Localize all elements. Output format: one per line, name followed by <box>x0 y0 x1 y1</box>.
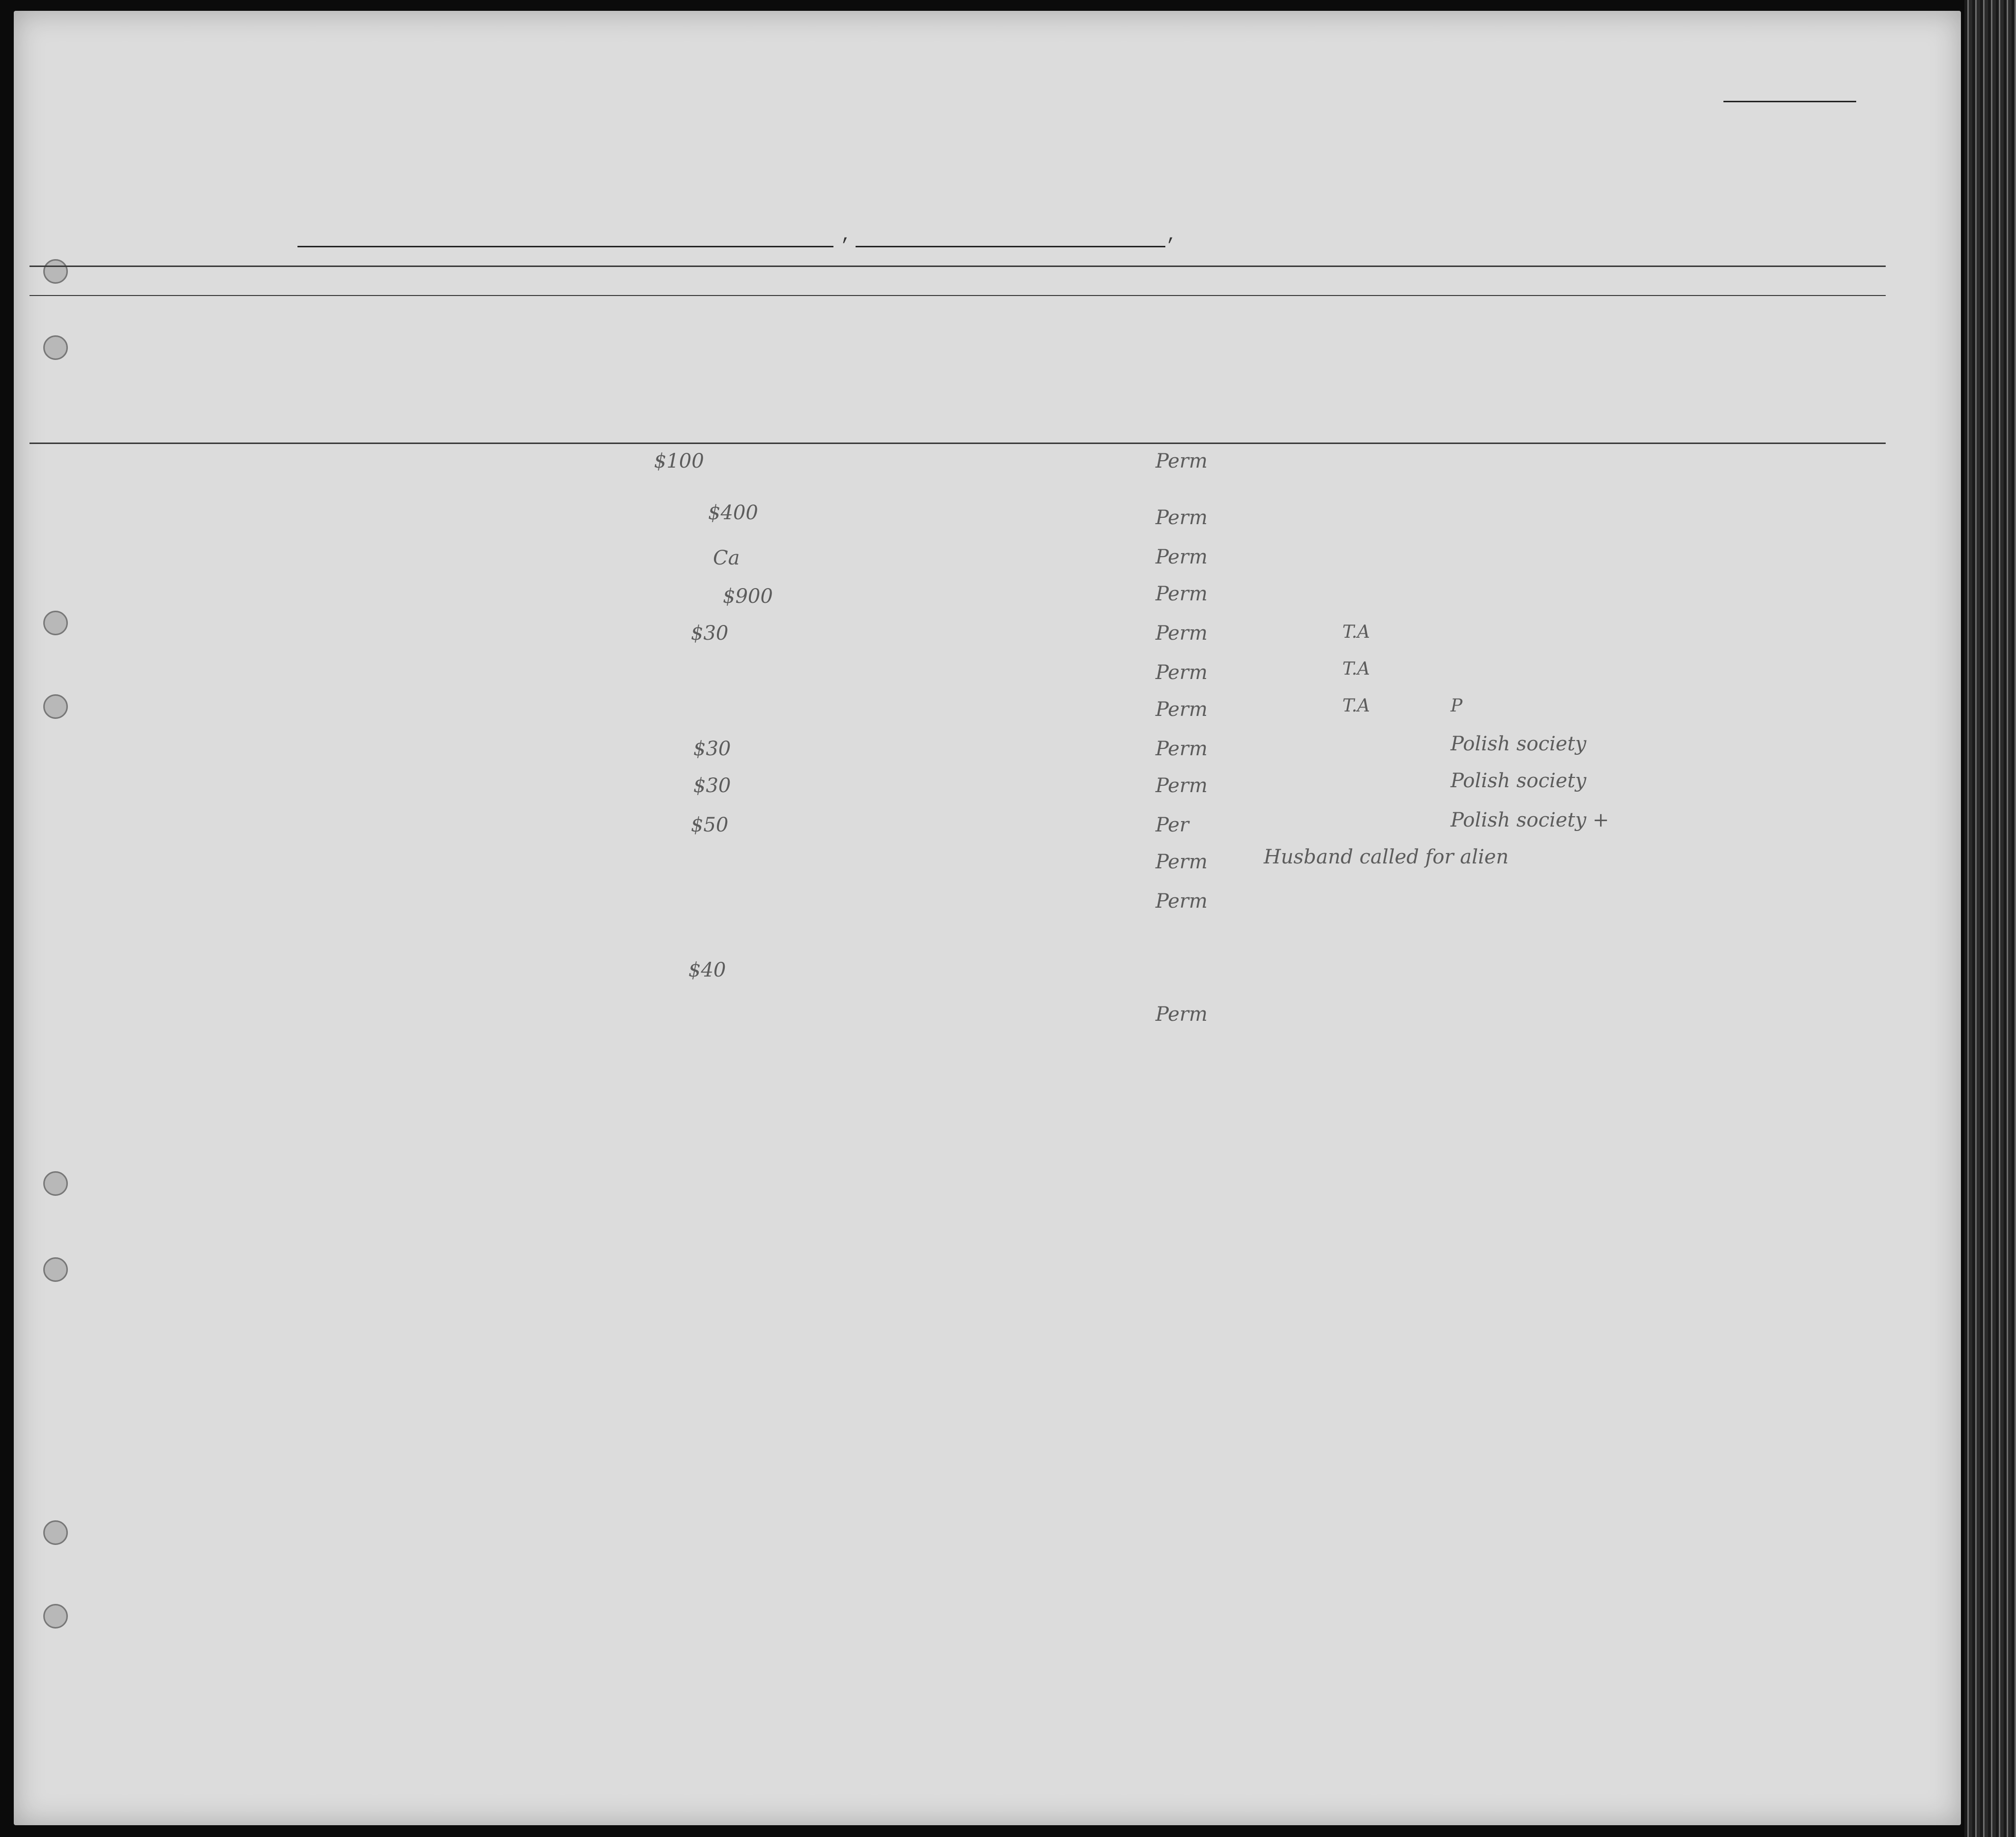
handwritten-mark: Polish society <box>1451 733 1587 755</box>
manifest-table <box>30 266 1886 1640</box>
header-deported <box>1450 305 1479 443</box>
comma-sep-2: , <box>1166 225 1177 245</box>
handwritten-mark: Perm <box>1156 698 1208 721</box>
handwritten-mark: $50 <box>691 814 729 836</box>
handwritten-mark: Perm <box>1156 546 1208 568</box>
port-underline <box>297 246 833 247</box>
header-anarchist <box>1324 305 1339 443</box>
handwritten-mark: Perm <box>1156 450 1208 473</box>
grid-rule <box>30 295 1886 296</box>
handwritten-mark: $900 <box>723 585 773 608</box>
header-labor-offer <box>1400 305 1445 443</box>
header-polygamist <box>1298 305 1313 443</box>
handwritten-mark: Perm <box>1156 506 1208 529</box>
handwritten-mark: Perm <box>1156 890 1208 913</box>
handwritten-mark: Husband called for alien <box>1264 846 1509 868</box>
list-underline <box>1723 101 1856 102</box>
handwritten-mark: $100 <box>654 450 704 473</box>
header-return-intent <box>1110 325 1150 443</box>
handwritten-mark: Ca <box>713 547 740 569</box>
handwritten-mark: T.A <box>1342 696 1370 716</box>
handwritten-mark: Perm <box>1156 622 1208 645</box>
grid-rule <box>30 443 1886 444</box>
handwritten-mark: P <box>1451 696 1463 716</box>
comma-sep: , <box>841 225 852 245</box>
grid-rule <box>30 266 1886 267</box>
handwritten-mark: Perm <box>1156 1003 1208 1026</box>
header-length-stay <box>1168 325 1197 443</box>
handwritten-mark: $40 <box>688 959 726 981</box>
handwritten-mark: $30 <box>693 738 731 760</box>
handwritten-mark: Polish society + <box>1451 809 1609 831</box>
handwritten-mark: $400 <box>708 502 758 524</box>
handwritten-mark: Perm <box>1156 738 1208 760</box>
handwritten-mark: $30 <box>691 622 729 645</box>
handwritten-mark: Perm <box>1156 661 1208 684</box>
handwritten-mark: Perm <box>1156 583 1208 605</box>
header-ticket <box>560 305 576 443</box>
header-prison <box>1258 305 1290 443</box>
header-inches <box>1623 388 1634 433</box>
handwritten-mark: T.A <box>1342 622 1370 642</box>
handwritten-mark: $30 <box>693 774 731 797</box>
date-underline <box>856 246 1165 247</box>
handwritten-mark: Perm <box>1156 851 1208 873</box>
header-money <box>686 305 703 443</box>
handwritten-mark: T.A <box>1342 659 1370 679</box>
header-question-28 <box>1345 305 1399 443</box>
handwritten-mark: Polish society <box>1451 770 1587 792</box>
handwritten-mark: Perm <box>1156 774 1208 797</box>
header-citizen-intent <box>1219 325 1246 443</box>
handwritten-mark: Per <box>1156 814 1189 836</box>
binder-edge <box>1964 0 2016 1837</box>
header-feet <box>1604 388 1616 433</box>
